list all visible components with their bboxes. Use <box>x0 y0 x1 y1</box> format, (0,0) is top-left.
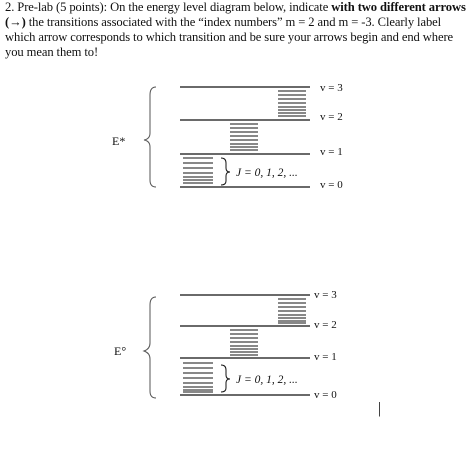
lower-label-v1: v = 1 <box>314 351 337 363</box>
lower-energy-diagram <box>0 285 474 445</box>
upper-rot-stack-v0 <box>183 158 213 183</box>
lower-bracket <box>144 297 156 398</box>
lower-rot-stack-v0 <box>183 363 213 392</box>
upper-bracket <box>144 87 156 187</box>
lower-label-v0: v = 0 <box>314 389 337 401</box>
lower-state-label: E° <box>114 344 127 358</box>
lower-rot-stack-v1 <box>230 330 258 355</box>
text-cursor-mark: | <box>378 400 382 417</box>
upper-label-v1: v = 1 <box>320 146 343 158</box>
upper-state-label: E* <box>112 134 126 148</box>
upper-rot-stack-v2 <box>278 91 306 116</box>
lower-j-brace <box>221 365 230 392</box>
upper-rot-stack-v1 <box>230 124 258 150</box>
upper-label-v2: v = 2 <box>320 111 343 123</box>
lower-label-v2: v = 2 <box>314 319 337 331</box>
upper-label-v3: v = 3 <box>320 82 343 94</box>
lower-label-v3: v = 3 <box>314 289 337 301</box>
question-rest: the transitions associated with the “index numbers” m = 2 and m = -3. Clearly label which arrow corresponds to which transition and be sure your arrows begin and end where you mean them to! <box>5 15 454 59</box>
question-prefix: 2. Pre-lab (5 points): On the energy level diagram below, indicate <box>5 0 332 14</box>
lower-rot-stack-v2 <box>278 299 306 323</box>
upper-j-label: J = 0, 1, 2, ... <box>236 167 298 179</box>
question-bold-phrase: with two different arrows (→) <box>5 0 466 29</box>
question-text <box>5 0 471 60</box>
upper-j-brace <box>221 158 230 185</box>
upper-energy-diagram <box>0 75 474 275</box>
upper-label-v0: v = 0 <box>320 179 343 191</box>
lower-j-label: J = 0, 1, 2, ... <box>236 374 298 386</box>
